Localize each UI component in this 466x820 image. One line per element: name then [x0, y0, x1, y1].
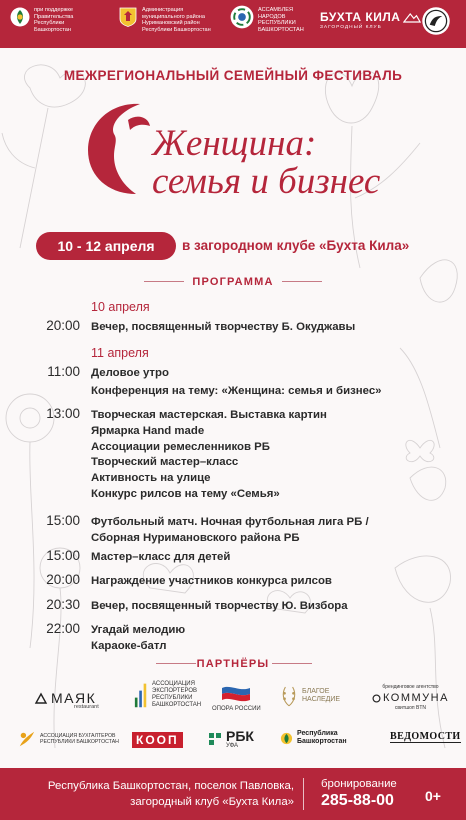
partners-heading-text: ПАРТНЁРЫ — [196, 658, 270, 670]
heading-rule-right — [282, 281, 322, 282]
festival-label: МЕЖРЕГИОНАЛЬНЫЙ СЕМЕЙНЫЙ ФЕСТИВАЛЬ — [63, 68, 403, 83]
republic-logo-icon — [280, 732, 293, 745]
mayak-sub: restaurant — [74, 704, 99, 710]
rbc-name: РБК — [226, 728, 254, 744]
mayak-logo-icon — [34, 692, 48, 704]
partner-rbc — [208, 729, 254, 749]
program-events: Угадай мелодию Караоке-батл — [91, 624, 186, 652]
program-time: 20:30 — [46, 597, 80, 612]
program-events: Вечер, посвященный творчеству Ю. Визбора — [91, 600, 348, 612]
program-events: Футбольный матч. Ночная футбольная лига РБ / Сборная Нуримановского района РБ — [91, 516, 369, 544]
exporters-text: АССОЦИАЦИЯ ЭКСПОРТЕРОВ РЕСПУБЛИКИ БАШКОРТОСТАН — [152, 681, 202, 708]
program-events: Мастер–класс для детей — [91, 551, 231, 563]
wreath-logo-icon — [280, 684, 298, 708]
sponsor-assembly-text: АССАМБЛЕЯ НАРОДОВ РЕСПУБЛИКИ БАШКОРТОСТАН — [258, 7, 304, 33]
program-heading-text: ПРОГРАММА — [192, 276, 274, 288]
bukhta-kila-logo-icon — [403, 12, 421, 23]
program-time: 20:00 — [46, 572, 80, 587]
footer-divider — [303, 778, 304, 810]
booking-phone[interactable]: 285-88-00 — [321, 792, 394, 809]
round-emblem-icon — [421, 6, 451, 36]
bukhta-kila-name: БУХТА КИЛА — [320, 10, 401, 24]
program-events: Вечер, посвященный творчеству Б. Окуджавы — [91, 321, 356, 333]
program-events: Награждение участников конкурса рилсов — [91, 575, 332, 587]
age-rating: 0+ — [425, 788, 441, 804]
program-events: Деловое утро — [91, 367, 169, 379]
day-label-10: 10 апреля — [91, 300, 150, 314]
partner-accountants — [18, 730, 119, 748]
vedomosti-logo-icon — [390, 731, 461, 743]
heritage-text: БЛАГОЕ НАСЛЕДИЕ — [302, 688, 341, 703]
sponsor-district-text: Администрация муниципального района Нуримановский район Республики Башкортостан — [142, 7, 211, 33]
festival-title-line1: Женщина: — [152, 123, 317, 164]
sponsor-government — [10, 7, 73, 33]
republic-name: Республика Башкортостан — [297, 730, 347, 745]
kommuna-sub: свитшоп BTN — [394, 705, 427, 711]
program-events: Конференция на тему: «Женщина: семья и бизнес» — [91, 385, 382, 397]
sponsor-bukhta-kila — [320, 10, 421, 32]
partner-heritage — [280, 684, 340, 708]
address-line2: загородный клуб «Бухта Кила» — [130, 796, 294, 808]
day-label-11: 11 апреля — [91, 346, 149, 360]
heading-rule-right — [272, 663, 312, 664]
sponsor-government-text: при поддержке Правительства Республики Башкортостан — [34, 7, 74, 33]
partner-republic — [280, 730, 347, 746]
assembly-logo-icon — [230, 5, 254, 29]
booking-label: бронирование — [321, 778, 397, 790]
flag-logo-icon — [220, 684, 252, 704]
nurimanov-district-emblem-icon — [118, 7, 138, 27]
rbc-sub: УФА — [226, 743, 239, 749]
sponsor-round — [421, 6, 451, 36]
program-time: 11:00 — [47, 364, 80, 379]
partner-mayak — [34, 690, 99, 710]
address-line1: Республика Башкортостан, поселок Павловка, — [47, 780, 294, 792]
koop-logo-icon — [132, 732, 183, 748]
venue-text: в загородном клубе «Бухта Кила» — [182, 238, 410, 253]
sponsor-assembly — [230, 7, 304, 33]
bashkortostan-emblem-icon — [10, 7, 30, 27]
kommuna-top: брендинговое агентство — [382, 684, 439, 690]
kommuna-name: КОММУНА — [383, 692, 449, 704]
footer-bar — [0, 768, 466, 820]
rbc-logo-icon — [208, 732, 222, 746]
sponsor-district — [118, 7, 211, 33]
program-heading — [0, 274, 466, 290]
program-time: 22:00 — [46, 621, 80, 636]
kommuna-logo-icon — [372, 694, 381, 703]
partner-vedomosti — [390, 731, 461, 743]
program-time: 15:00 — [46, 513, 80, 528]
vedomosti-name: ВЕДОМОСТИ — [390, 731, 461, 742]
program-time: 15:00 — [46, 548, 80, 563]
sponsor-bar — [0, 0, 466, 48]
bars-logo-icon — [134, 680, 148, 710]
bukhta-kila-subtitle: ЗАГОРОДНЫЙ КЛУБ — [320, 25, 382, 30]
date-badge: 10 - 12 апреля — [36, 232, 176, 260]
festival-title-line2: семья и бизнес — [152, 161, 381, 202]
program-time: 20:00 — [46, 318, 80, 333]
mayak-name: МАЯК — [51, 690, 97, 706]
program-time: 13:00 — [46, 406, 80, 421]
partner-opora — [212, 684, 261, 713]
partner-koop — [132, 732, 183, 748]
program-events: Творческая мастерская. Выставка картин Ярмарка Hand made Ассоциации ремесленников РБ Творческий мастер–класс Активность на улице Конкурс рилсов на тему «Семья» — [91, 409, 327, 500]
accountants-logo-icon — [18, 730, 36, 748]
accountants-text: АССОЦИАЦИЯ БУХГАЛТЕРОВ РЕСПУБЛИКИ БАШКОРТОСТАН — [40, 732, 119, 745]
partner-exporters — [134, 680, 201, 710]
partners-heading — [0, 656, 466, 672]
koop-name: КООП — [136, 733, 179, 747]
partner-kommuna — [372, 684, 449, 712]
opora-text: ОПОРА РОССИИ — [212, 706, 261, 712]
